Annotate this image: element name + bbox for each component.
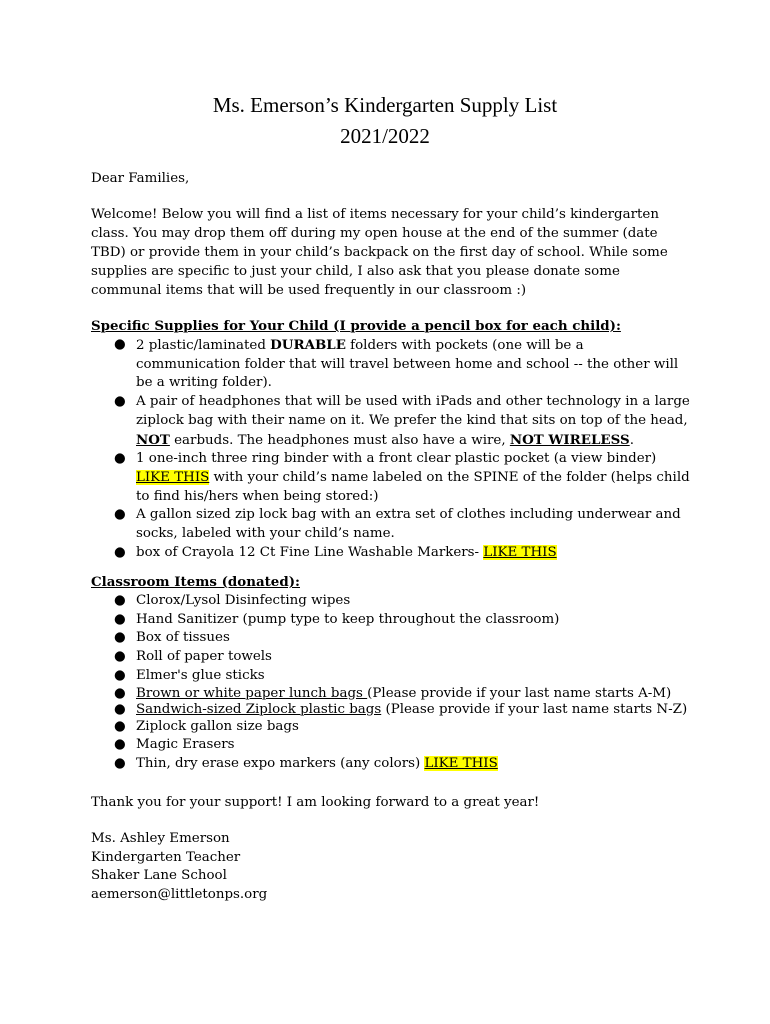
- thank-you-line: Thank you for your support! I am looking forward to a great year!: [91, 795, 540, 810]
- list-item: ● Roll of paper towels: [91, 648, 691, 667]
- list-item: ● 1 one-inch three ring binder with a front clear plastic pocket (a view binder) LIKE THIS with your child’s name labeled on the SPINE of the folder (helps child to find his/hers when being stored:): [114, 451, 690, 504]
- list-item: ● 2 plastic/laminated DURABLE folders with pockets (one will be a communication folder that will travel between home and school -- the other will be a writing folder).: [114, 337, 679, 391]
- classroom-items-heading: Classroom Items (donated):: [91, 574, 300, 590]
- list-item: ● A gallon sized zip lock bag with an extra set of clothes including underwear and socks, labeled with your child’s name.: [114, 507, 681, 542]
- signature-school: Shaker Lane School: [91, 868, 227, 884]
- signature-email[interactable]: aemerson@littletonps.org: [91, 886, 268, 902]
- specific-supplies-list: [91, 336, 691, 562]
- bullet-icon: ●: [114, 593, 126, 608]
- list-item: ● A pair of headphones that will be used with iPads and other technology in a large ziplock bag with their name on it. We prefer the kind that sits on top of the head, NOT earbuds. The headphones must also have a wire, NOT WIRELESS.: [114, 394, 690, 448]
- list-item: ● Magic Erasers: [91, 736, 691, 755]
- signature-block: [91, 830, 267, 904]
- greeting: Dear Families,: [91, 171, 190, 186]
- list-item: ● Ziplock gallon size bags: [91, 718, 691, 737]
- list-item: ● Thin, dry erase expo markers (any colors) LIKE THIS: [91, 755, 691, 774]
- intro-paragraph: Welcome! Below you will find a list of items necessary for your child’s kindergarten class. You may drop them off during my open house at the end of the summer (date TBD) or provide them in your child’s backpack on the first day of school. While some supplies are specific to just your child, I also ask that you please donate some communal items that will be used frequently in our classroom :): [91, 207, 668, 298]
- list-item: ● box of Crayola 12 Ct Fine Line Washable Markers- LIKE THIS: [91, 544, 691, 563]
- bullet-icon: ●: [114, 649, 126, 665]
- signature-name: Ms. Ashley Emerson: [91, 831, 230, 846]
- bullet-icon: ●: [114, 394, 126, 410]
- bullet-icon: ●: [114, 611, 126, 627]
- specific-supplies-heading: Specific Supplies for Your Child (I provide a pencil box for each child):: [91, 318, 621, 334]
- list-item: ● Hand Sanitizer (pump type to keep throughout the classroom): [91, 611, 691, 630]
- like-this-link[interactable]: LIKE THIS: [136, 469, 210, 485]
- ziplock-bags-link[interactable]: Sandwich-sized Ziplock plastic bags: [136, 701, 382, 717]
- bullet-icon: ●: [114, 337, 126, 352]
- document-year: 2021/2022: [340, 124, 430, 148]
- bullet-icon: ●: [114, 667, 126, 683]
- bullet-icon: ●: [114, 737, 126, 753]
- bullet-icon: ●: [114, 755, 126, 771]
- bullet-icon: ●: [114, 685, 126, 701]
- bullet-icon: ●: [114, 718, 126, 734]
- list-item: ● Brown or white paper lunch bags (Please provide if your last name starts A-M): [114, 685, 672, 701]
- list-item: ● Clorox/Lysol Disinfecting wipes: [91, 592, 691, 611]
- bullet-icon: ●: [114, 451, 126, 467]
- classroom-items-list: [91, 592, 691, 774]
- document-title: Ms. Emerson’s Kindergarten Supply List: [212, 93, 558, 117]
- lunch-bags-link[interactable]: Brown or white paper lunch bags: [136, 685, 368, 701]
- bullet-icon: ●: [114, 630, 126, 646]
- like-this-link[interactable]: LIKE THIS: [483, 544, 557, 560]
- list-item: ● Elmer's glue sticks: [91, 667, 691, 686]
- signature-role: Kindergarten Teacher: [91, 849, 241, 865]
- bullet-icon: ●: [114, 701, 126, 717]
- list-item: ● Sandwich-sized Ziplock plastic bags (Please provide if your last name starts N-Z): [114, 701, 688, 717]
- list-item: ● Box of tissues: [91, 629, 691, 648]
- bullet-icon: ●: [114, 544, 126, 560]
- like-this-link[interactable]: LIKE THIS: [424, 755, 498, 771]
- bullet-icon: ●: [114, 507, 126, 523]
